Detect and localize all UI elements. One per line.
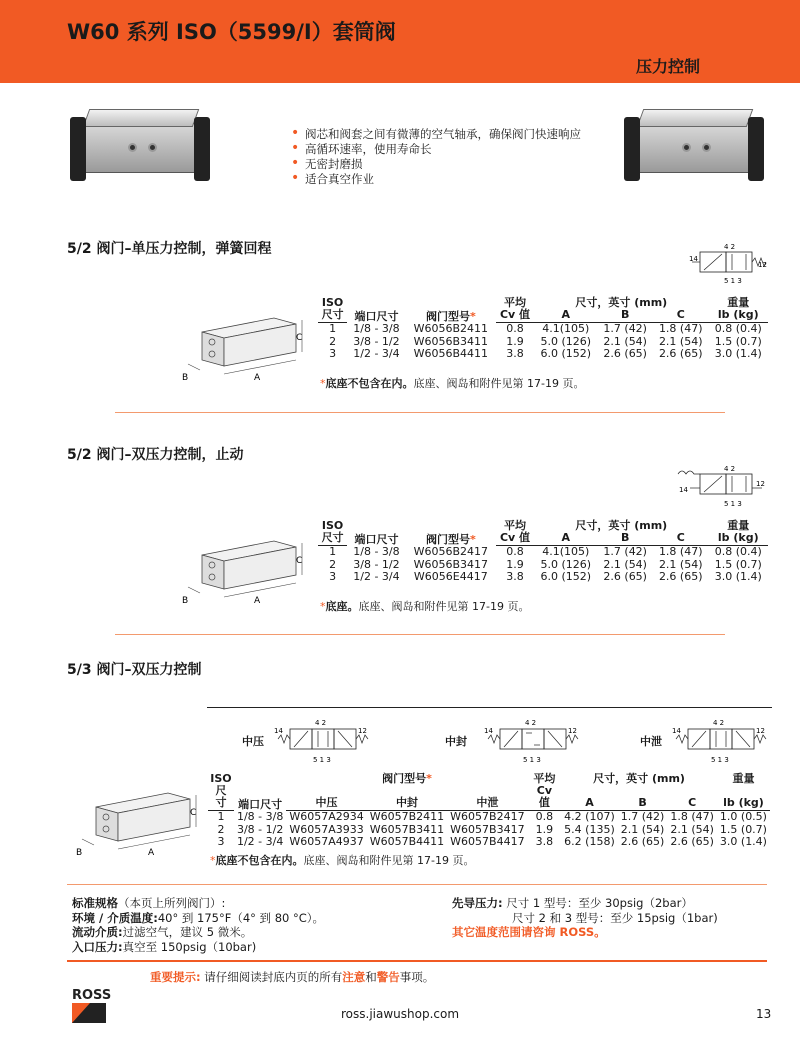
symbol-port-513: 5 1 3 xyxy=(724,500,742,508)
dim-label-a: A xyxy=(254,596,261,605)
section3-title: 5/3 阀门–双压力控制 xyxy=(67,662,202,678)
feature-item: • 适合真空作业 xyxy=(289,172,581,187)
symbol-label-closed: 中封 xyxy=(445,735,467,748)
valve-photo-left xyxy=(68,105,218,187)
symbol-port-42: 4 2 xyxy=(315,719,327,727)
table-row: 1 1/8 - 3/8 W6056B2417 0.8 4.1(105) 1.7 (42) 1.8 (47) 0.8 (0.4) xyxy=(329,544,762,558)
valve-symbol-5-3-closed xyxy=(482,715,582,767)
symbol-port-12: 12 xyxy=(756,480,765,488)
section1-note: *底座不包含在内。底座、阀岛和附件见第 17-19 页。 xyxy=(320,377,585,390)
symbol-port-42: 4 2 xyxy=(525,719,537,727)
logo-text: ROSS xyxy=(72,988,112,1003)
col-port: 端口尺寸 xyxy=(354,309,399,323)
table-row: 2 3/8 - 1/2 W6057A3933 W6057B3411 W6057B3417 1.9 5.4 (135) 2.1 (54) 2.1 (54) 1.5 (0.7) xyxy=(217,822,767,836)
dim-label-a: A xyxy=(148,848,155,857)
symbol-port-513: 5 1 3 xyxy=(724,277,742,285)
feature-item: • 高循环速率，使用寿命长 xyxy=(289,142,581,157)
table-row: 3 1/2 - 3/4 W6056E4417 3.8 6.0 (152) 2.6 (65) 2.6 (65) 3.0 (1.4) xyxy=(329,570,762,583)
symbol-port-14: 14 xyxy=(484,727,493,735)
divider xyxy=(67,884,767,885)
spec-table-1: ISO 端口尺寸 阀门型号* 平均 尺寸，英寸 (mm) 重量 尺寸 Cv 值 A B C lb (kg) 1 1/8 - 3/8 W6056B2411 0.8 4.1(105) 1.7 (42) 1.8 (47) 0.8 (0.4) 2 3/8 - 1/2 W6056B3411 1.9 5.0 (126) 2.1 (54) 2.1 (54) 1.5 (0.7) 3 1/2 - 3/4 W6056B4411 3.8 6.0 (152) 2.6 (65) 2.6 (65) 3.0 (1.4) xyxy=(318,297,768,361)
col-cv: 平均 xyxy=(503,296,526,309)
dim-label-c: C xyxy=(190,808,197,818)
divider xyxy=(207,707,772,708)
page-number: 13 xyxy=(756,1007,772,1021)
valve-symbol-5-2-detent xyxy=(676,462,770,512)
dim-label-c: C xyxy=(296,556,303,566)
section2-title: 5/2 阀门–双压力控制，止动 xyxy=(67,447,244,463)
col-weight: 重量 xyxy=(727,296,750,309)
spec-table-2: ISO 端口尺寸 阀门型号* 平均 尺寸，英寸 (mm) 重量 尺寸 Cv 值 A B C lb (kg) 1 1/8 - 3/8 W6056B2417 0.8 4.1(105) 1.7 (42) 1.8 (47) 0.8 (0.4) 2 3/8 - 1/2 W6056B3417 1.9 5.0 (126) 2.1 (54) 2.1 (54) 1.5 (0.7) 3 1/2 - 3/4 W6056E4417 3.8 6.0 (152) 2.6 (65) 2.6 (65) 3.0 (1.4) xyxy=(318,520,768,584)
table-row: 3 1/2 - 3/4 W6056B4411 3.8 6.0 (152) 2.6 (65) 2.6 (65) 3.0 (1.4) xyxy=(329,347,762,360)
feature-item: • 无密封磨损 xyxy=(289,157,581,172)
spec-table-3: ISO 端口尺寸 阀门型号* 平均 尺寸，英寸 (mm) 重量 尺寸 中压 中封 中泄 Cv 值 A B C lb (kg) 1 1/8 - 3/8 W6057A2934 W6057B2411 W6057B2417 0.8 4.2 (107) 1.7 (42) 1.8 (47) 1.0 (0.5) 2 3/8 - 1/2 W6057A3933 W6057B3411 W6057B3417 1.9 5.4 (135) 2.1 (54) 2.1 (54) 1.5 (0.7) 3 1/2 - 3/4 W6057A4937 W6057B4411 W6057B4417 3.8 6.2 (158) 2.6 (65) 2.6 (65) 3.0 (1.4) xyxy=(208,773,770,849)
section1-title: 5/2 阀门–单压力控制，弹簧回程 xyxy=(67,241,272,257)
feature-item: • 阀芯和阀套之间有微薄的空气轴承，确保阀门快速响应 xyxy=(289,127,581,142)
symbol-port-42: 4 2 xyxy=(724,465,736,473)
website-url[interactable]: ross.jiawushop.com xyxy=(340,1007,460,1021)
dimension-drawing-2 xyxy=(178,533,313,605)
symbol-port-12: 12 xyxy=(568,727,577,735)
important-notice: 重要提示: 请仔细阅读封底内页的所有注意和警告事项。 xyxy=(150,970,435,984)
table-row: 2 3/8 - 1/2 W6056B3417 1.9 5.0 (126) 2.1 (54) 2.1 (54) 1.5 (0.7) xyxy=(329,557,762,571)
dim-label-a: A xyxy=(254,373,261,382)
page-title: W60 系列 ISO（5599/I）套筒阀 xyxy=(67,20,396,44)
valve-symbol-5-3-pressure xyxy=(272,715,372,767)
symbol-port-14: 14 xyxy=(672,727,681,735)
symbol-port-12: 12 xyxy=(756,727,765,735)
valve-symbol-5-3-exhaust xyxy=(670,715,770,767)
col-model: 阀门型号* xyxy=(425,309,476,323)
dimension-drawing-1 xyxy=(178,310,313,382)
valve-photo-right xyxy=(622,105,772,187)
section2-note: *底座。底座、阀岛和附件见第 17-19 页。 xyxy=(320,600,530,613)
table-row: 1 1/8 - 3/8 W6056B2411 0.8 4.1(105) 1.7 (42) 1.8 (47) 0.8 (0.4) xyxy=(329,321,762,335)
symbol-port-513: 5 1 3 xyxy=(523,756,541,764)
table-row: 2 3/8 - 1/2 W6056B3411 1.9 5.0 (126) 2.1 (54) 2.1 (54) 1.5 (0.7) xyxy=(329,334,762,348)
symbol-port-42: 4 2 xyxy=(724,243,736,251)
divider xyxy=(115,412,725,413)
symbol-port-12: 12 xyxy=(758,261,767,269)
col-iso: ISO xyxy=(321,296,344,309)
symbol-port-42: 4 2 xyxy=(713,719,725,727)
dim-label-b: B xyxy=(182,373,189,382)
dim-label-b: B xyxy=(76,848,83,857)
dim-label-c: C xyxy=(296,333,303,343)
symbol-port-14: 14 xyxy=(689,255,698,263)
col-dims: 尺寸，英寸 (mm) xyxy=(575,296,668,309)
symbol-label-exhaust: 中泄 xyxy=(640,735,662,748)
feature-list xyxy=(289,127,581,187)
pilot-specs: 先导压力: 尺寸 1 型号：至少 30psig（2bar） 尺寸 2 和 3 型号：至少 15psig（1bar) 其它温度范围请咨询 ROSS。 xyxy=(452,896,718,939)
table-row: 1 1/8 - 3/8 W6057A2934 W6057B2411 W6057B2417 0.8 4.2 (107) 1.7 (42) 1.8 (47) 1.0 (0.5) xyxy=(217,809,767,823)
page-header xyxy=(0,0,800,83)
symbol-port-513: 5 1 3 xyxy=(711,756,729,764)
symbol-port-12: 12 xyxy=(358,727,367,735)
footer-bar xyxy=(67,960,767,962)
dim-label-b: B xyxy=(182,596,189,605)
table-row: 3 1/2 - 3/4 W6057A4937 W6057B4411 W6057B4417 3.8 6.2 (158) 2.6 (65) 2.6 (65) 3.0 (1.4) xyxy=(217,835,767,848)
symbol-port-14: 14 xyxy=(274,727,283,735)
symbol-label-pressure: 中压 xyxy=(242,735,264,748)
divider xyxy=(115,634,725,635)
valve-symbol-5-2-spring xyxy=(684,240,770,290)
standard-specs: 标准规格（本页上所列阀门）: 环境 / 介质温度:40° 到 175°F（4° 到 80 °C）。 流动介质:过滤空气，建议 5 微米。 入口压力:真空至 150psig（10bar) xyxy=(72,896,325,954)
temperature-note: 其它温度范围请咨询 ROSS。 xyxy=(452,925,606,939)
symbol-port-513: 5 1 3 xyxy=(313,756,331,764)
page-subtitle: 压力控制 xyxy=(635,57,700,76)
section3-note: *底座不包含在内。底座、阀岛和附件见第 17-19 页。 xyxy=(210,854,475,867)
symbol-port-14: 14 xyxy=(679,486,688,494)
dimension-drawing-3 xyxy=(72,785,207,857)
